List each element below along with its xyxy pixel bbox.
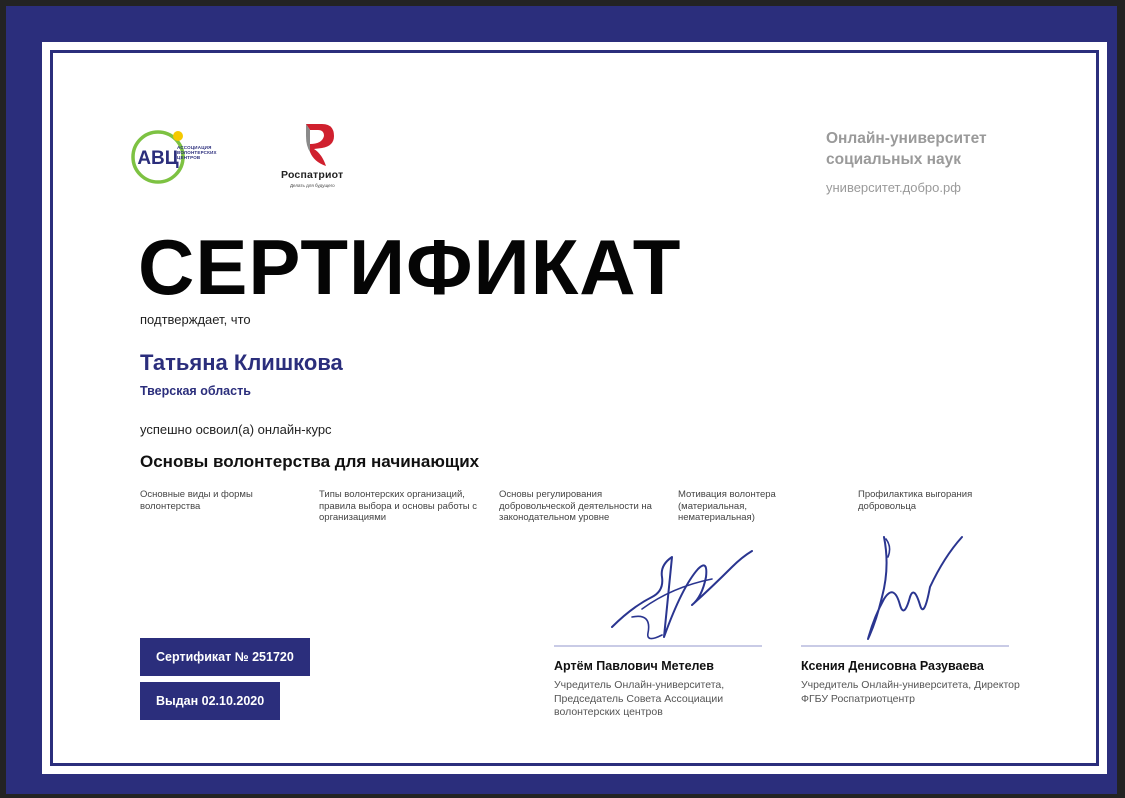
rospatriot-logo-icon — [300, 122, 336, 168]
recipient-name: Татьяна Клишкова — [140, 350, 343, 375]
university-url[interactable]: университет.добро.рф — [826, 180, 961, 195]
signer-name: Артём Павлович Метелев — [554, 659, 714, 673]
confirms-text: подтверждает, что — [140, 312, 251, 327]
issue-date-badge: Выдан 02.10.2020 — [140, 682, 280, 720]
signature-line — [554, 645, 762, 647]
course-topic: Основы регулирования добровольческой деятельности на законодательном уровне — [499, 489, 652, 523]
rospatriot-tagline: Делать для будущего — [290, 183, 335, 188]
course-topic: Мотивация волонтера (материальная, нематериальная) — [678, 489, 776, 523]
course-topic: Типы волонтерских организаций, правила выбора и основы работы с организациями — [319, 489, 478, 523]
signature-metelev-icon — [602, 547, 762, 647]
course-topic: Основные виды и формы волонтерства — [140, 489, 253, 512]
avc-logo-caption: АССОЦИАЦИЯ ВОЛОНТЕРСКИХ ЦЕНТРОВ — [177, 145, 217, 160]
rospatriot-name: Роспатриот — [281, 169, 344, 181]
signature-line — [801, 645, 1009, 647]
course-title: Основы волонтерства для начинающих — [140, 452, 480, 471]
certificate-number-badge: Сертификат № 251720 — [140, 638, 310, 676]
signer-name: Ксения Денисовна Разуваева — [801, 659, 984, 673]
certificate-title: СЕРТИФИКАТ — [138, 223, 682, 311]
university-title: Онлайн-университет социальных наук — [826, 130, 987, 168]
signature-razuvaeva-icon — [854, 527, 974, 647]
certificate-frame — [6, 6, 1117, 794]
signer-role: Учредитель Онлайн-университета, Председатель Совета Ассоциации волонтерских центров — [554, 679, 725, 718]
course-topic: Профилактика выгорания добровольца — [858, 489, 973, 512]
certificate-paper — [42, 42, 1107, 774]
avc-logo-abbr: АВЦ — [137, 148, 179, 169]
mastered-text: успешно освоил(а) онлайн-курс — [140, 422, 332, 437]
signer-role: Учредитель Онлайн-университета, Директор ФГБУ Роспатриотцентр — [801, 679, 1020, 705]
recipient-region: Тверская область — [140, 384, 251, 398]
